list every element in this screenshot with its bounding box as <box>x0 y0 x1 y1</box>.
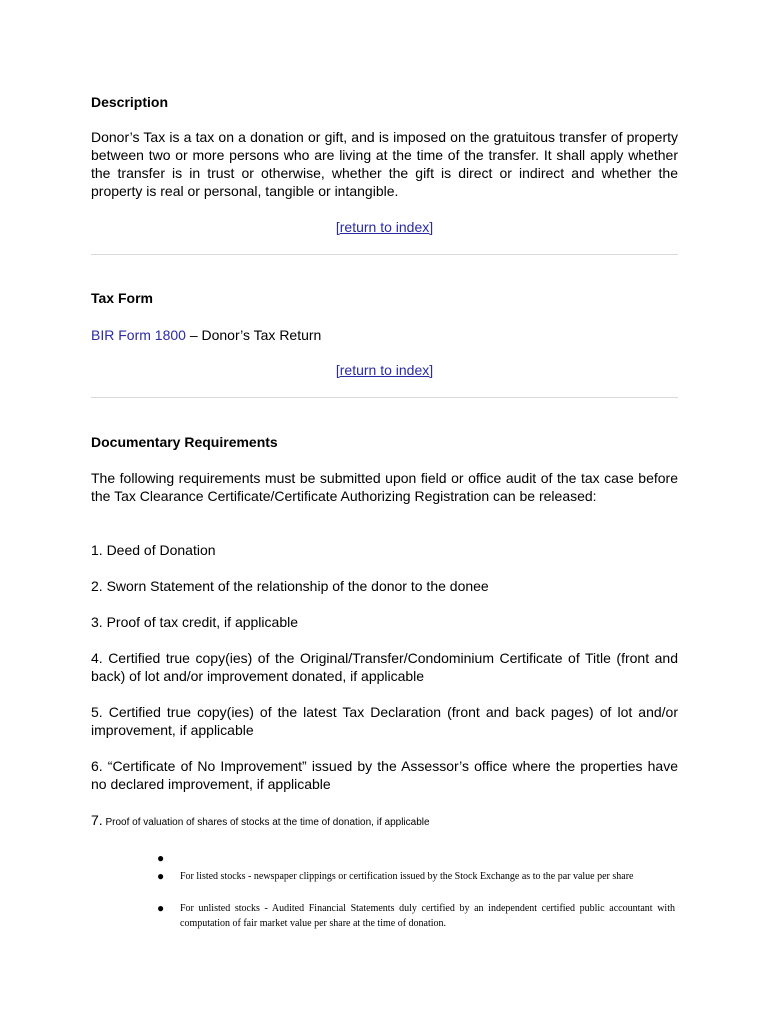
bir-form-1800-link[interactable]: BIR Form 1800 <box>91 327 186 343</box>
section-divider <box>91 254 678 255</box>
bullet-text: For unlisted stocks - Audited Financial Statements duly certified by an independent certified public accountant with computation of fair market value per share at the time of donation. <box>180 903 675 929</box>
requirement-item-7 <box>91 811 678 832</box>
requirement-item: 5. Certified true copy(ies) of the latest Tax Declaration (front and back pages) of lot and/or improvement, if applicable <box>91 704 678 738</box>
return-to-index-link[interactable]: [return to index] <box>335 362 434 378</box>
return-to-index-row-2 <box>91 362 678 378</box>
section-divider <box>91 397 678 398</box>
return-to-index-link[interactable]: [return to index] <box>335 219 434 235</box>
description-heading: Description <box>91 94 169 110</box>
tax-form-heading: Tax Form <box>91 290 153 306</box>
description-body: Donor’s Tax is a tax on a donation or gift, and is imposed on the gratuitous transfer of property between two or more persons who are living at the time of the transfer. It shall apply whether the transfer is in trust or otherwise, whether the gift is direct or indirect and whether the property is real or personal, tangible or intangible. <box>91 129 678 199</box>
requirements-intro: The following requirements must be submitted upon field or office audit of the tax case before the Tax Clearance Certificate/Certificate Authorizing Registration can be released: <box>91 470 678 504</box>
return-to-index-row-1 <box>91 219 678 235</box>
bullet-icon: ● <box>157 901 165 915</box>
item-7-number: 7. <box>91 812 103 828</box>
tax-form-description: – Donor’s Tax Return <box>185 327 322 343</box>
bullet-icon: ● <box>157 851 165 865</box>
bullet-text: For listed stocks - newspaper clippings or certification issued by the Stock Exchange as to the par value per share <box>180 871 634 882</box>
requirement-item: 2. Sworn Statement of the relationship of the donor to the donee <box>91 578 489 594</box>
requirement-item: 3. Proof of tax credit, if applicable <box>91 614 298 630</box>
documentary-requirements-heading: Documentary Requirements <box>91 434 278 450</box>
tax-form-line <box>91 326 678 344</box>
item-7-text: Proof of valuation of shares of stocks at the time of donation, if applicable <box>102 817 430 828</box>
requirement-item: 6. “Certificate of No Improvement” issued by the Assessor’s office where the properties have no declared improvement, if applicable <box>91 758 678 792</box>
bullet-icon: ● <box>157 869 165 883</box>
requirement-item: 1. Deed of Donation <box>91 542 216 558</box>
requirement-item: 4. Certified true copy(ies) of the Original/Transfer/Condominium Certificate of Title (front and back) of lot and/or improvement donated, if applicable <box>91 650 678 684</box>
